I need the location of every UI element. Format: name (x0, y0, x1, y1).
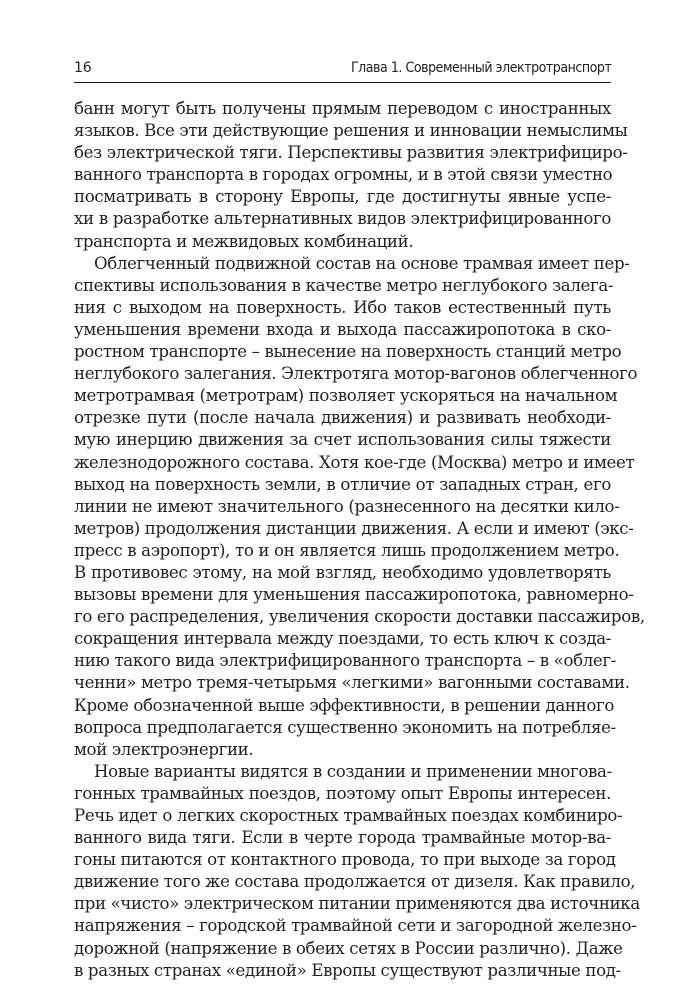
text-line: при «чисто» электрическом питании применяются два источника (74, 894, 640, 914)
text-line: сокращения интервала между поездами, то есть ключ к созда- (74, 629, 611, 649)
text-line: метротрамвая (метротрам) позволяет ускоряться на начальном (74, 386, 618, 406)
text-line: нию такого вида электрифицированного транспорта – в «облег- (74, 651, 617, 671)
text-line: Облегченный подвижной состав на основе трамвая имеет пер- (94, 253, 630, 273)
paragraph (74, 761, 640, 982)
text-line: посматривать в сторону Европы, где достигнуты явные успе- (74, 187, 611, 207)
text-line: Речь идет о легких скоростных трамвайных поездах комбиниро- (74, 806, 623, 825)
text-line: ченни» метро тремя-четырьмя «легкими» вагонными составами. (74, 673, 630, 693)
text-line: ванного вида тяги. Если в черте города трамвайные мотор-ва- (74, 828, 611, 848)
text-line: хи в разработке альтернативных видов электрифицированного (74, 209, 611, 229)
text-line: метров) продолжения дистанции движения. А если и имеют (экс- (74, 518, 634, 538)
text-line: гоны питаются от контактного провода, то при выходе за город (74, 850, 616, 870)
paragraph (74, 253, 645, 761)
text-line: спективы использования в качестве метро неглубокого залега- (74, 275, 614, 295)
text-line: го его распределения, увеличения скорости доставки пассажиров, (74, 607, 645, 627)
text-line: выход на поверхность земли, в отличие от западных стран, его (74, 474, 611, 494)
text-line: Кроме обозначенной выше эффективности, в решении данного (74, 695, 614, 715)
page-number: 16 (74, 60, 92, 76)
text-line: мую инерцию движения за счет использования силы тяжести (74, 430, 611, 450)
paragraph (74, 98, 628, 253)
body-text (74, 98, 645, 982)
text-line: уменьшения времени входа и выхода пассажиропотока в ско- (74, 319, 611, 339)
text-line: вызовы времени для уменьшения пассажиропотока, равномерно- (74, 585, 634, 605)
text-line: В противовес этому, на мой взгляд, необходимо удовлетворять (74, 562, 611, 582)
text-line: ванного транспорта в городах огромны, и в этой связи уместно (74, 165, 613, 185)
text-line: без электрической тяги. Перспективы развития электрифициро- (74, 143, 628, 163)
text-line: банн могут быть получены прямым переводом с иностранных (74, 99, 611, 118)
text-line: неглубокого залегания. Электротяга мотор-вагонов облегченного (74, 364, 638, 384)
text-line: дорожной (напряжение в обеих сетях в России различно). Даже (74, 938, 623, 958)
text-line: Новые варианты видятся в создании и применении многова- (94, 761, 612, 781)
text-line: гонных трамвайных поездов, поэтому опыт Европы интересен. (74, 783, 611, 803)
text-line: ния с выходом на поверхность. Ибо таков естественный путь (74, 297, 611, 317)
text-line: в разных странах «единой» Европы существуют различные под- (74, 960, 621, 980)
chapter-running-head: Глава 1. Современный электротранспорт (350, 60, 611, 76)
text-line: отрезке пути (после начала движения) и развивать необходи- (74, 408, 611, 428)
text-line: железнодорожного состава. Хотя кое-где (Москва) метро и имеет (74, 452, 635, 472)
text-line: вопроса предполагается существенно экономить на потребляе- (74, 717, 616, 737)
text-line: пресс в аэропорт), то и он является лишь продолжением метро. (74, 540, 620, 560)
text-line: транспорта и межвидовых комбинаций. (74, 231, 414, 251)
text-line: мой электроэнергии. (74, 739, 254, 759)
text-line: линии не имеют значительного (разнесенного на десятки кило- (74, 496, 620, 516)
text-line: ростном транспорте – вынесение на поверхность станций метро (74, 342, 622, 362)
text-line: движение того же состава продолжается от дизеля. Как правило, (74, 872, 636, 892)
text-line: языков. Все эти действующие решения и инновации немыслимы (74, 121, 628, 141)
page-header (74, 58, 611, 83)
text-line: напряжения – городской трамвайной сети и загородной железно- (74, 916, 637, 936)
